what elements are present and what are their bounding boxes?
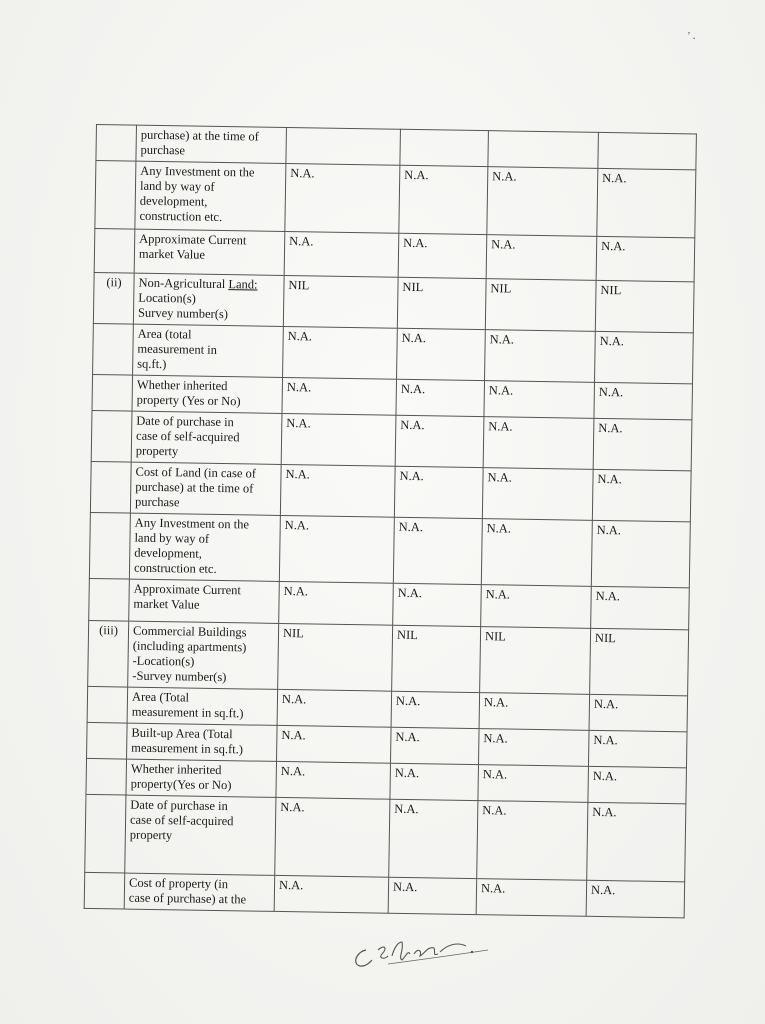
value-cell: N.A.: [597, 168, 696, 238]
table-row: [90, 461, 691, 521]
section-number: [90, 461, 131, 513]
section-number: [87, 686, 128, 723]
value-cell: NIL: [278, 623, 393, 691]
value-cell: N.A.: [479, 693, 590, 731]
description-line: property (Yes or No): [136, 392, 241, 409]
description-line: Location(s): [138, 290, 197, 306]
value-cell: N.A.: [593, 418, 692, 471]
description-line: sq.ft.): [137, 356, 167, 372]
description-line: measurement in: [137, 341, 218, 357]
value-cell: N.A.: [391, 691, 480, 728]
description-line: market Value: [133, 596, 200, 612]
value-cell: N.A.: [478, 765, 589, 803]
value-cell: N.A.: [399, 165, 488, 234]
value-cell: N.A.: [388, 877, 477, 914]
section-number: [92, 374, 133, 411]
description-line: (including apartments): [132, 638, 247, 655]
value-cell: N.A.: [389, 799, 478, 878]
table-row: [88, 620, 689, 695]
table-row: [89, 512, 690, 587]
assets-table-container: [84, 124, 696, 918]
value-cell: N.A.: [482, 468, 593, 521]
description-line: Commercial Buildings: [132, 623, 247, 640]
value-cell: N.A.: [595, 331, 694, 384]
item-description: [129, 513, 280, 581]
description-line: land by way of: [134, 530, 210, 546]
value-cell: N.A.: [487, 167, 598, 237]
description-line: property: [129, 827, 173, 843]
value-cell: N.A.: [279, 581, 394, 625]
item-description: [127, 687, 278, 725]
item-description: [134, 229, 285, 275]
description-line: Cost of Land (in case of: [135, 464, 257, 481]
value-cell: N.A.: [393, 517, 482, 584]
value-cell: N.A.: [282, 377, 397, 415]
section-number: [86, 758, 127, 795]
section-number: [96, 125, 137, 162]
description-line: Any Investment on the: [134, 515, 250, 532]
value-cell: N.A.: [285, 163, 400, 233]
value-cell: N.A.: [277, 689, 392, 727]
description-line: property: [135, 443, 179, 459]
value-cell: N.A.: [481, 585, 592, 629]
description-line: development,: [134, 545, 203, 561]
value-cell: N.A.: [588, 766, 687, 804]
value-cell: N.A.: [477, 801, 588, 881]
table-row: [93, 323, 694, 383]
description-line: Built-up Area (Total: [131, 725, 233, 742]
value-cell: N.A.: [393, 583, 482, 626]
value-cell: [400, 129, 489, 166]
description-line: Whether inherited: [136, 377, 228, 394]
value-cell: NIL: [283, 275, 398, 328]
assets-table: [84, 124, 697, 918]
value-cell: N.A.: [395, 415, 484, 467]
value-cell: N.A.: [276, 761, 391, 799]
description-line: case of purchase) at the: [128, 890, 247, 907]
item-description: [133, 273, 284, 326]
description-line: Survey number(s): [137, 305, 229, 322]
description-line: Approximate Current: [133, 581, 242, 598]
value-cell: N.A.: [396, 379, 485, 416]
item-description: [125, 795, 276, 875]
value-cell: N.A.: [486, 235, 597, 281]
section-number: [89, 512, 130, 579]
item-description: [133, 324, 284, 377]
description-line: -Survey number(s): [132, 668, 227, 685]
section-number: [94, 228, 135, 273]
item-description: [129, 579, 280, 623]
description-line: Approximate Current: [139, 231, 247, 248]
section-number: [93, 323, 134, 375]
description-line: -Location(s): [132, 653, 195, 669]
section-number: [87, 722, 128, 759]
section-number: [85, 794, 126, 873]
value-cell: N.A.: [283, 326, 398, 379]
description-line: purchase: [134, 494, 180, 510]
table-row: [85, 794, 686, 881]
value-cell: NIL: [595, 280, 694, 333]
value-cell: N.A.: [284, 231, 399, 277]
value-cell: N.A.: [280, 464, 395, 517]
item-description: [127, 723, 278, 761]
value-cell: NIL: [590, 628, 689, 696]
value-cell: N.A.: [390, 763, 479, 800]
value-cell: N.A.: [398, 233, 487, 278]
value-cell: N.A.: [478, 729, 589, 767]
value-cell: N.A.: [586, 880, 685, 918]
value-cell: N.A.: [588, 730, 687, 768]
description-line: measurement in sq.ft.): [131, 740, 244, 757]
description-line: Cost of property (in: [128, 875, 229, 892]
section-number: [91, 410, 132, 462]
value-cell: N.A.: [592, 469, 691, 522]
value-cell: N.A.: [485, 330, 596, 383]
description-line: purchase) at the time of: [140, 127, 259, 144]
value-cell: N.A.: [275, 797, 390, 877]
description-line: Whether inherited: [130, 761, 222, 778]
page-corner-mark: ' .: [688, 30, 696, 42]
value-cell: [598, 132, 697, 170]
value-cell: N.A.: [587, 802, 686, 882]
value-cell: N.A.: [596, 236, 695, 282]
item-description: [136, 125, 287, 163]
value-cell: NIL: [485, 279, 596, 332]
description-line: Area (Total: [131, 689, 190, 705]
description-line: measurement in sq.ft.): [131, 704, 244, 721]
item-description: [130, 462, 281, 515]
signature: [348, 920, 498, 975]
underlined-word: Land:: [228, 277, 258, 292]
item-description: [131, 411, 282, 464]
description-line: property(Yes or No): [130, 776, 232, 793]
description-line: case of self-acquired: [135, 428, 240, 445]
item-description: [132, 375, 283, 413]
value-cell: N.A.: [277, 725, 392, 763]
description-line: development,: [139, 193, 208, 209]
value-cell: N.A.: [397, 328, 486, 380]
value-cell: N.A.: [484, 381, 595, 419]
value-cell: N.A.: [394, 466, 483, 518]
description-line: construction etc.: [139, 208, 223, 224]
value-cell: N.A.: [483, 417, 594, 470]
description-line: purchase: [140, 142, 186, 158]
description-line: purchase) at the time of: [135, 479, 254, 496]
item-description: [126, 759, 277, 797]
value-cell: N.A.: [281, 413, 396, 466]
description-line: case of self-acquired: [129, 812, 234, 829]
description-line: Date of purchase in: [130, 797, 228, 814]
value-cell: NIL: [392, 625, 481, 692]
description-line: Area (total: [137, 326, 192, 342]
value-cell: N.A.: [589, 694, 688, 732]
value-cell: N.A.: [591, 520, 690, 588]
value-cell: N.A.: [274, 875, 389, 913]
table-row: [93, 272, 694, 332]
description-line: market Value: [138, 246, 206, 262]
item-description: [135, 161, 286, 231]
description-line: Any Investment on the: [140, 163, 255, 180]
value-cell: N.A.: [591, 586, 690, 630]
value-cell: N.A.: [481, 519, 592, 587]
section-number: [89, 578, 130, 621]
value-cell: [488, 131, 599, 169]
table-row: [95, 161, 696, 238]
item-description: [124, 873, 275, 911]
description-line: land by way of: [139, 178, 215, 194]
item-description: [128, 621, 279, 689]
value-cell: N.A.: [390, 727, 479, 764]
section-number: (ii): [93, 272, 134, 324]
section-number: [95, 161, 136, 230]
value-cell: NIL: [397, 277, 486, 329]
description-line: Non-Agricultural Land:: [138, 275, 258, 292]
value-cell: NIL: [480, 627, 591, 695]
value-cell: N.A.: [279, 515, 394, 583]
section-number: [84, 872, 125, 909]
description-line: Date of purchase in: [136, 413, 234, 430]
section-number: (iii): [88, 620, 129, 687]
table-row: [91, 410, 692, 470]
value-cell: N.A.: [476, 879, 587, 917]
value-cell: [286, 127, 401, 165]
description-line: construction etc.: [133, 560, 217, 576]
value-cell: N.A.: [594, 382, 693, 420]
